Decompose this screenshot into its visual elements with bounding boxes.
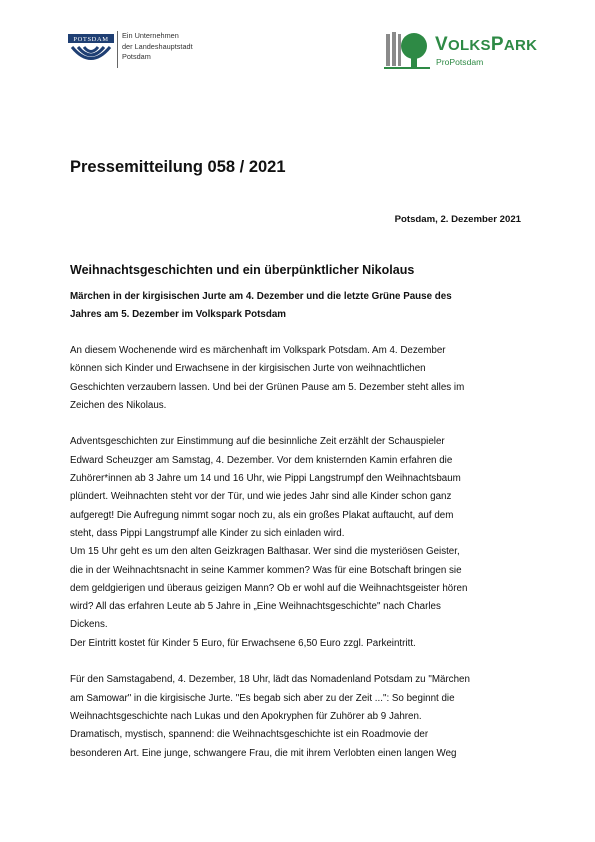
text-line: Adventsgeschichten zur Einstimmung auf die besinnliche Zeit erzählt der Schauspieler <box>70 436 445 448</box>
letterhead <box>0 0 595 80</box>
subheadline <box>70 288 530 325</box>
headline: Weihnachtsgeschichten und ein überpünktlicher Nikolaus <box>70 263 415 277</box>
body-text <box>70 342 530 781</box>
potsdam-line-1: Ein Unternehmen <box>122 31 179 40</box>
text-line: können sich Kinder und Erwachsene in der kirgisischen Jurte von weihnachtlichen <box>70 363 426 375</box>
text-line: Zuhörer*innen ab 3 Jahre um 14 und 16 Uhr, wie Pippi Langstrumpf den Weihnachtsbaum <box>70 473 461 485</box>
subheadline-line: Märchen in der kirgisischen Jurte am 4. Dezember und die letzte Grüne Pause des <box>70 291 452 302</box>
text-line: wird? All das erfahren Leute ab 5 Jahre in „Eine Weihnachtsgeschichte" nach Charles <box>70 601 441 613</box>
paragraph-samowar <box>70 671 530 762</box>
vp-letters-olks: OLKS <box>447 37 491 54</box>
volkspark-tree-icon <box>384 30 430 70</box>
text-line: Geschichten verzaubern lassen. Und bei der Grünen Pause am 5. Dezember steht alles im <box>70 381 465 393</box>
potsdam-line-2: der Landeshauptstadt <box>122 41 193 51</box>
text-line: Dramatisch, mystisch, spannend: die Weihnachtsgeschichte ist ein Roadmovie der <box>70 729 429 741</box>
text-line: An diesem Wochenende wird es märchenhaft im Volkspark Potsdam. Am 4. Dezember <box>70 345 446 356</box>
press-release-title: Pressemitteilung 058 / 2021 <box>70 158 286 176</box>
vp-letter-v: V <box>435 34 448 55</box>
logo-divider <box>117 31 118 68</box>
text-line: Weihnachtsgeschichte nach Lukas und den Apokryphen für Zuhörer ab 9 Jahren. <box>70 710 422 722</box>
potsdam-line-3: Potsdam <box>122 52 151 62</box>
potsdam-logo-text <box>122 31 193 63</box>
text-line: die in der Weihnachtsnacht in seine Kammer kommen? Was für eine Botschaft bringen sie <box>70 564 462 576</box>
text-line: plündert. Weihnachten steht vor der Tür, und wie jedes Jahr sind alle Kinder schon ganz <box>70 491 452 503</box>
paragraph-advent-stories <box>70 433 530 653</box>
text-line: Zeichen des Nikolaus. <box>70 399 167 411</box>
dateline: Potsdam, 2. Dezember 2021 <box>394 214 521 225</box>
text-line: Dickens. <box>70 619 108 631</box>
subheadline-line: Jahres am 5. Dezember im Volkspark Potsdam <box>70 309 286 321</box>
vp-letters-ark: ARK <box>503 37 538 54</box>
text-line: steht, dass Pippi Langstrumpf alle Kinder zu sich einladen wird. <box>70 527 345 539</box>
paragraph-intro <box>70 342 530 415</box>
potsdam-logo-icon <box>68 34 114 68</box>
volkspark-logo-name <box>435 34 537 57</box>
text-line: besonderen Art. Eine junge, schwangere Frau, die mit ihrem Verlobten einen langen Weg <box>70 747 457 759</box>
text-line: Edward Scheuzger am Samstag, 4. Dezember. Vor dem knisternden Kamin erfahren die <box>70 454 453 466</box>
potsdam-logo-word: POTSDAM <box>73 36 109 43</box>
volkspark-logo-subtitle: ProPotsdam <box>436 57 484 67</box>
text-line: am Samowar" in die kirgisische Jurte. "Es begab sich aber zu der Zeit ...": So beginnt die <box>70 692 455 704</box>
text-line: Der Eintritt kostet für Kinder 5 Euro, für Erwachsene 6,50 Euro zzgl. Parkeintritt. <box>70 637 416 649</box>
text-line: Für den Samstagabend, 4. Dezember, 18 Uhr, lädt das Nomadenland Potsdam zu "Märchen <box>70 674 470 686</box>
text-line: dem geldgierigen und überaus geizigen Mann? Ob er wohl auf die Weihnachtsgeister hören <box>70 582 468 594</box>
text-line: Um 15 Uhr geht es um den alten Geizkragen Balthasar. Wer sind die mysteriösen Geister, <box>70 546 460 558</box>
vp-letter-p: P <box>490 34 504 55</box>
text-line: aufgeregt! Die Aufregung nimmt sogar noch zu, als ein großes Plakat auftaucht, auf dem <box>70 509 454 521</box>
